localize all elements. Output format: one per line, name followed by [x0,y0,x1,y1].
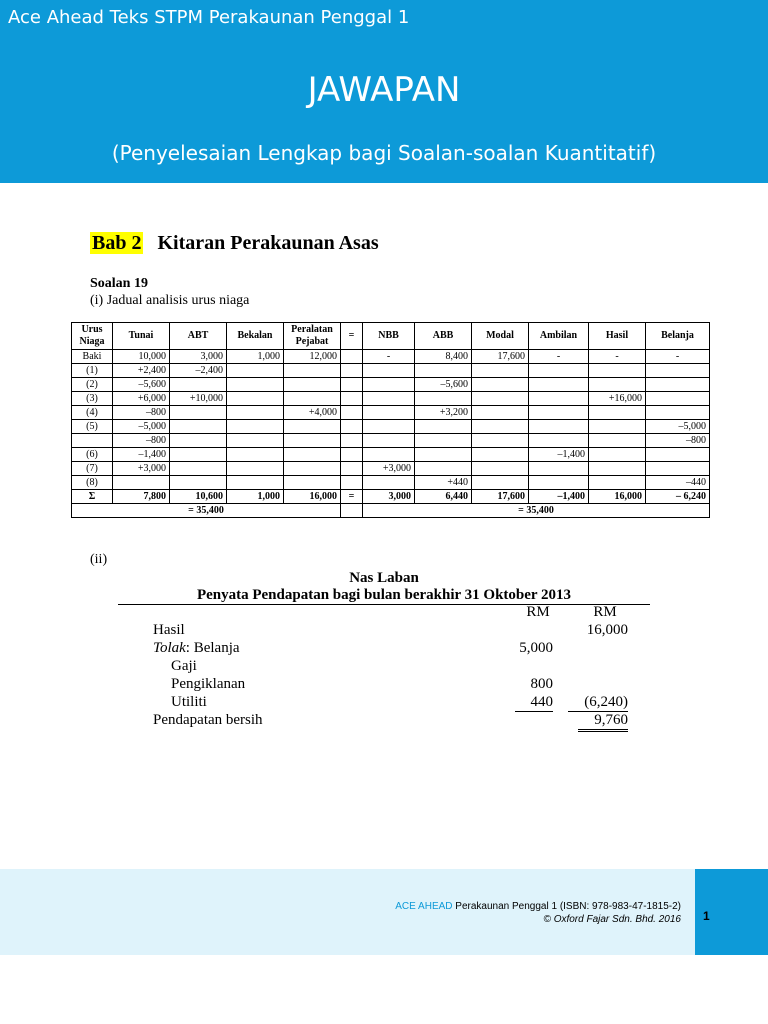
table-cell: +3,000 [363,462,415,476]
column-header: Belanja [646,323,710,350]
table-cell: (4) [72,406,113,420]
statement-row-utility [150,694,630,712]
table-cell [589,406,646,420]
table-cell [341,392,363,406]
table-cell [529,476,589,490]
table-cell [227,448,284,462]
table-cell: - [529,350,589,364]
table-cell [415,462,472,476]
table-cell [589,420,646,434]
column-header: = [341,323,363,350]
footer-book: Perakaunan Penggal 1 (ISBN: 978-983-47-1815-2) [452,901,681,912]
column-header: Urus Niaga [72,323,113,350]
book-title: Ace Ahead Teks STPM Perakaunan Penggal 1 [8,7,410,28]
table-cell [529,462,589,476]
table-cell [284,462,341,476]
table-cell [646,462,710,476]
table-cell [284,420,341,434]
table-cell [363,364,415,378]
table-cell [284,434,341,448]
table-cell: 8,400 [415,350,472,364]
chapter-number: Bab 2 [92,232,142,254]
table-cell: 12,000 [284,350,341,364]
table-cell: 16,000 [284,490,341,504]
total-left: = 35,400 [72,504,341,518]
column-header: ABB [415,323,472,350]
page-subtitle: (Penyelesaian Lengkap bagi Soalan-soalan Kuantitatif) [111,141,657,165]
table-cell [72,434,113,448]
table-cell: –5,600 [415,378,472,392]
table-cell [227,364,284,378]
table-cell [227,392,284,406]
net-income-label: Pendapatan bersih [153,712,263,728]
revenue-value: 16,000 [586,622,628,638]
less-word: Tolak [153,640,186,656]
table-cell [589,378,646,392]
footer-copyright: © Oxford Fajar Sdn. Bhd. 2016 [543,914,681,925]
table-cell: Baki [72,350,113,364]
table-cell [341,350,363,364]
statement-title: Penyata Pendapatan bagi bulan berakhir 31 Oktober 2013 [196,587,572,603]
table-cell [529,378,589,392]
table-cell [341,406,363,420]
table-cell [341,420,363,434]
table-cell: –440 [646,476,710,490]
table-cell [170,420,227,434]
table-cell [415,448,472,462]
table-cell [227,434,284,448]
page-title: JAWAPAN [307,70,461,110]
table-cell [472,378,529,392]
statement-row-less [150,640,630,658]
table-cell [472,434,529,448]
total-right: = 35,400 [363,504,710,518]
table-cell [646,378,710,392]
column-header: NBB [363,323,415,350]
column-header: ABT [170,323,227,350]
table-cell: 3,000 [363,490,415,504]
utility-value: 440 [515,694,554,712]
table-cell [170,448,227,462]
table-cell: (3) [72,392,113,406]
table-cell: –800 [646,434,710,448]
statement-row-net [150,712,630,730]
table-row [72,406,710,420]
table-cell: 10,000 [113,350,170,364]
table-cell [284,364,341,378]
part-i-label: (i) Jadual analisis urus niaga [90,293,250,308]
table-cell: 7,800 [113,490,170,504]
table-row [72,462,710,476]
table-cell: –1,400 [113,448,170,462]
less-expenses-label [153,640,240,657]
table-cell: Σ [72,490,113,504]
sum-row [72,490,710,504]
salary-label: Gaji [171,658,197,674]
table-cell: –1,400 [529,448,589,462]
table-cell [170,462,227,476]
statement-row-revenue [150,622,630,640]
part-ii-label: (ii) [90,552,108,567]
column-header: Tunai [113,323,170,350]
table-cell [170,406,227,420]
table-cell [472,406,529,420]
table-cell [363,392,415,406]
table-cell: (8) [72,476,113,490]
column-header: Ambilan [529,323,589,350]
table-cell: 3,000 [170,350,227,364]
table-cell [472,462,529,476]
table-cell [589,462,646,476]
table-cell [646,364,710,378]
statement-row-advert [150,676,630,694]
footer-book-info [395,901,681,912]
table-cell: – 6,240 [646,490,710,504]
advert-value: 800 [530,676,553,692]
table-cell [646,448,710,462]
statement-company: Nas Laban [349,570,419,586]
table-cell [113,476,170,490]
table-cell: (2) [72,378,113,392]
table-cell [341,434,363,448]
table-cell [227,462,284,476]
col2-header: RM [593,604,617,620]
table-cell: - [363,350,415,364]
total-expense-value: (6,240) [568,694,628,712]
table-row [72,476,710,490]
table-cell [472,476,529,490]
table-cell: +10,000 [170,392,227,406]
column-header: Modal [472,323,529,350]
table-cell [363,434,415,448]
statement-row-salary [150,658,630,676]
table-cell [646,392,710,406]
table-cell [589,364,646,378]
table-cell [363,448,415,462]
table-cell [472,392,529,406]
col1-header: RM [526,604,550,620]
table-cell: (7) [72,462,113,476]
table-row [72,364,710,378]
table-cell: –800 [113,406,170,420]
table-cell [529,420,589,434]
less-suffix: : Belanja [185,640,240,656]
statement-header-row [150,604,630,622]
column-header: Bekalan [227,323,284,350]
table-row [72,448,710,462]
table-cell [415,434,472,448]
page-footer [0,869,768,955]
table-cell [284,378,341,392]
table-cell [341,476,363,490]
table-header-row [72,323,710,350]
utility-label: Utiliti [171,694,207,710]
table-cell: = [341,490,363,504]
table-cell [589,434,646,448]
table-cell [227,378,284,392]
revenue-label: Hasil [153,622,185,638]
column-header: Peralatan Pejabat [284,323,341,350]
table-cell [415,364,472,378]
table-row [72,434,710,448]
table-row [72,350,710,364]
table-cell [341,448,363,462]
table-cell [284,392,341,406]
table-cell: +6,000 [113,392,170,406]
table-cell [341,364,363,378]
table-cell [529,364,589,378]
footer-brand: ACE AHEAD [395,901,453,912]
table-cell: 10,600 [170,490,227,504]
table-cell [363,378,415,392]
total-divider-cell [341,504,363,518]
table-cell: 17,600 [472,350,529,364]
chapter-title: Kitaran Perakaunan Asas [157,232,379,254]
table-cell [227,420,284,434]
table-cell [589,476,646,490]
table-row [72,378,710,392]
table-cell [415,392,472,406]
column-header: Hasil [589,323,646,350]
page-number: 1 [703,909,710,923]
table-cell [341,462,363,476]
table-cell: (6) [72,448,113,462]
table-cell: +440 [415,476,472,490]
table-cell [589,448,646,462]
total-row [72,504,710,518]
table-cell [227,406,284,420]
net-income-value: 9,760 [578,712,628,732]
table-cell: 6,440 [415,490,472,504]
chapter-heading [90,232,379,255]
table-cell: +2,400 [113,364,170,378]
table-cell [363,420,415,434]
table-cell [170,434,227,448]
table-cell: –2,400 [170,364,227,378]
table-cell: (1) [72,364,113,378]
table-cell: +16,000 [589,392,646,406]
table-row [72,392,710,406]
advert-label: Pengiklanan [171,676,246,692]
table-cell [529,392,589,406]
table-cell [227,476,284,490]
table-cell: +3,200 [415,406,472,420]
table-cell: +3,000 [113,462,170,476]
table-cell: 1,000 [227,350,284,364]
table-cell: 17,600 [472,490,529,504]
table-cell [646,406,710,420]
page-number-box [695,869,768,955]
table-cell [170,476,227,490]
table-cell [170,378,227,392]
table-cell [284,476,341,490]
table-cell: –5,000 [113,420,170,434]
table-cell [363,476,415,490]
table-cell: (5) [72,420,113,434]
salary-value: 5,000 [519,640,553,656]
table-cell: –800 [113,434,170,448]
table-cell: 16,000 [589,490,646,504]
table-cell [472,420,529,434]
table-cell: - [646,350,710,364]
table-cell [529,434,589,448]
table-cell: –5,000 [646,420,710,434]
question-label: Soalan 19 [90,276,148,291]
table-cell: +4,000 [284,406,341,420]
table-cell [472,448,529,462]
table-cell [472,364,529,378]
table-cell: - [589,350,646,364]
transaction-analysis-table [71,322,710,518]
table-cell: –1,400 [529,490,589,504]
table-cell [415,420,472,434]
page-header [0,0,768,183]
table-cell [284,448,341,462]
table-cell [529,406,589,420]
table-cell [341,378,363,392]
table-row [72,420,710,434]
table-cell: 1,000 [227,490,284,504]
table-cell [363,406,415,420]
table-cell: –5,600 [113,378,170,392]
